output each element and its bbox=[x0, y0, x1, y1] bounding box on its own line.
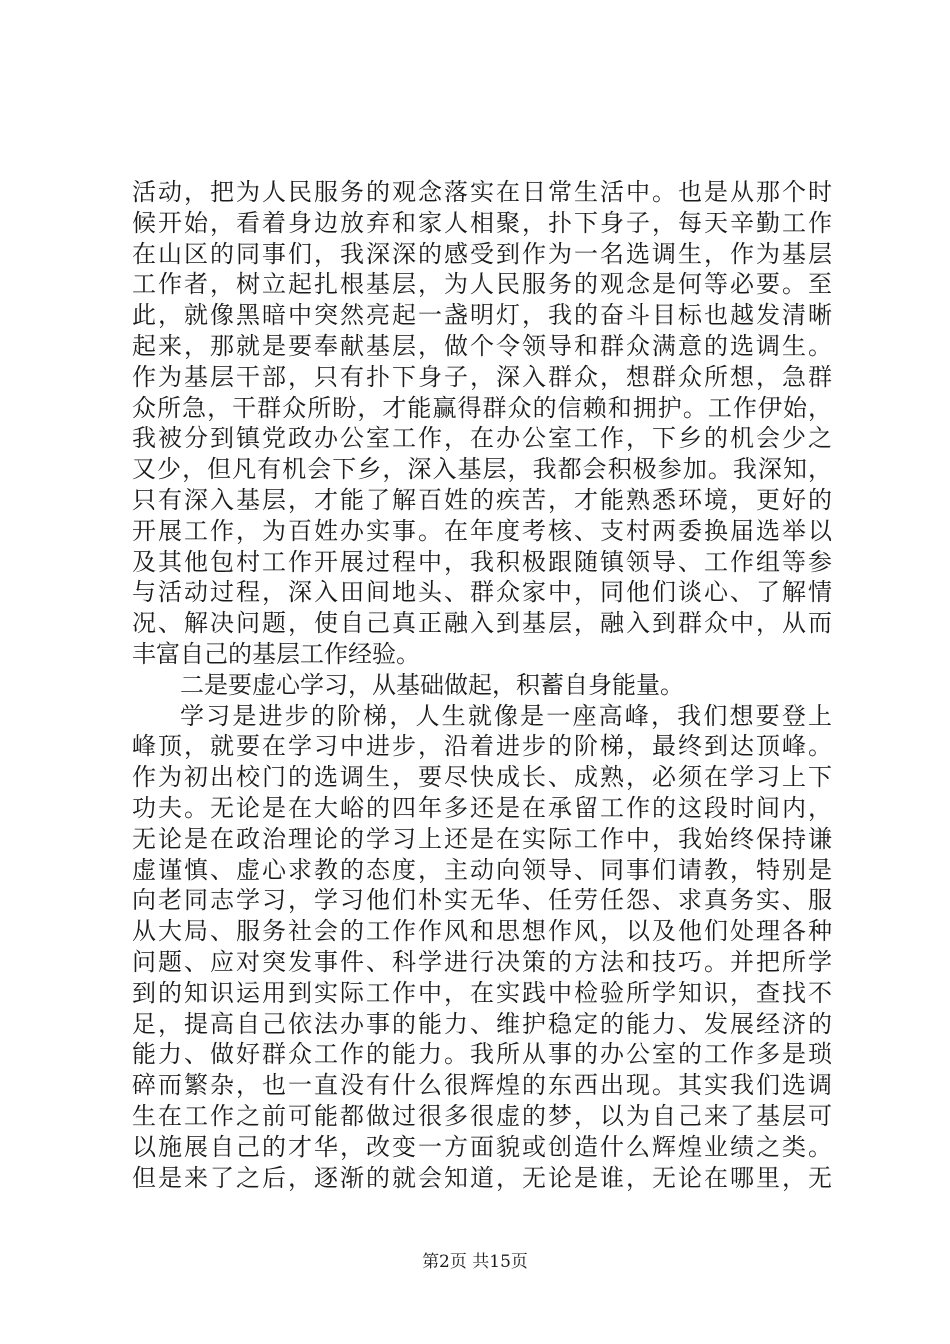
text-line: 我被分到镇党政办公室工作，在办公室工作，下乡的机会少之 bbox=[132, 424, 832, 453]
text-line: 开展工作，为百姓办实事。在年度考核、支村两委换届选举以 bbox=[132, 516, 832, 545]
text-line: 及其他包村工作开展过程中，我积极跟随镇领导、工作组等参 bbox=[132, 547, 832, 576]
text-line: 以施展自己的才华，改变一方面貌或创造什么辉煌业绩之类。 bbox=[132, 1132, 832, 1161]
text-line: 候开始，看着身边放弃和家人相聚，扑下身子，每天辛勤工作 bbox=[132, 208, 832, 237]
text-line: 只有深入基层，才能了解百姓的疾苦，才能熟悉环境，更好的 bbox=[132, 485, 832, 514]
text-line: 活动，把为人民服务的观念落实在日常生活中。也是从那个时 bbox=[132, 178, 832, 206]
text-line: 能力、做好群众工作的能力。我所从事的办公室的工作多是琐 bbox=[132, 1040, 832, 1069]
text-line: 在山区的同事们，我深深的感受到作为一名选调生，作为基层 bbox=[132, 239, 832, 268]
text-line: 丰富自己的基层工作经验。 bbox=[132, 639, 420, 668]
text-line: 虚谨慎、虚心求教的态度，主动向领导、同事们请教，特别是 bbox=[132, 855, 832, 884]
text-line: 又少，但凡有机会下乡，深入基层，我都会积极参加。我深知， bbox=[132, 455, 832, 484]
text-line: 况、解决问题，使自己真正融入到基层，融入到群众中，从而 bbox=[132, 609, 832, 638]
text-line: 作为基层干部，只有扑下身子，深入群众，想群众所想，急群 bbox=[132, 362, 832, 391]
page-number-label: 第2页 共15页 bbox=[422, 1252, 528, 1272]
text-line: 生在工作之前可能都做过很多很虚的梦，以为自己来了基层可 bbox=[132, 1101, 832, 1130]
text-line: 众所急，干群众所盼，才能赢得群众的信赖和拥护。工作伊始， bbox=[132, 393, 832, 422]
text-line: 从大局、服务社会的工作作风和思想作风，以及他们处理各种 bbox=[132, 917, 832, 946]
text-line: 足，提高自己依法办事的能力、维护稳定的能力、发展经济的 bbox=[132, 1009, 832, 1038]
text-line: 作为初出校门的选调生，要尽快成长、成熟，必须在学习上下 bbox=[132, 763, 832, 792]
text-line: 碎而繁杂，也一直没有什么很辉煌的东西出现。其实我们选调 bbox=[132, 1071, 832, 1100]
text-line: 起来，那就是要奉献基层，做个令领导和群众满意的选调生。 bbox=[132, 331, 832, 360]
text-line: 此，就像黑暗中突然亮起一盏明灯，我的奋斗目标也越发清晰 bbox=[132, 301, 832, 330]
text-line: 功夫。无论是在大峪的四年多还是在承留工作的这段时间内， bbox=[132, 793, 832, 822]
text-line: 到的知识运用到实际工作中，在实践中检验所学知识，查找不 bbox=[132, 978, 832, 1007]
text-line: 学习是进步的阶梯，人生就像是一座高峰，我们想要登上 bbox=[180, 701, 832, 730]
section-heading: 二是要虚心学习，从基础做起，积蓄自身能量。 bbox=[180, 670, 684, 699]
page-footer bbox=[0, 1247, 950, 1272]
text-line: 工作者，树立起扎根基层，为人民服务的观念是何等必要。至 bbox=[132, 270, 832, 299]
text-line: 无论是在政治理论的学习上还是在实际工作中，我始终保持谦 bbox=[132, 824, 832, 853]
text-line: 但是来了之后，逐渐的就会知道，无论是谁，无论在哪里，无 bbox=[132, 1163, 832, 1192]
text-line: 问题、应对突发事件、科学进行决策的方法和技巧。并把所学 bbox=[132, 947, 832, 976]
text-line: 与活动过程，深入田间地头、群众家中，同他们谈心、了解情 bbox=[132, 578, 832, 607]
text-line: 峰顶，就要在学习中进步，沿着进步的阶梯，最终到达顶峰。 bbox=[132, 732, 832, 761]
text-line: 向老同志学习，学习他们朴实无华、任劳任怨、求真务实、服 bbox=[132, 886, 832, 915]
body-text bbox=[132, 177, 832, 1193]
